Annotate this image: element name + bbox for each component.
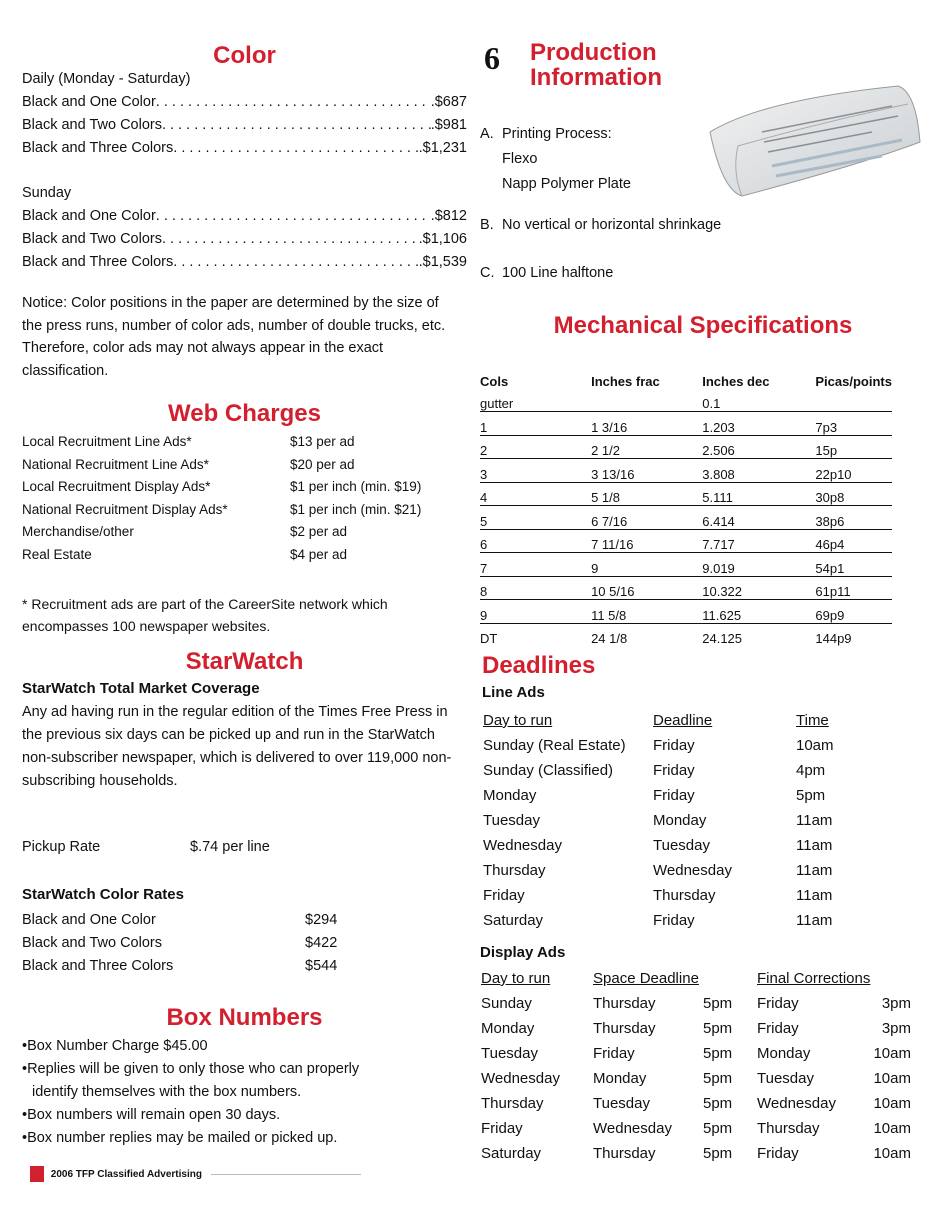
table-row [480,623,892,646]
table-header [482,708,885,733]
table-header [480,366,892,389]
table-cell: 0.1 [702,389,815,412]
table-cell: 5pm [703,1045,733,1062]
table-cell: 10am [873,1045,911,1062]
price-row: Black and Two Colors . . . .$981 [22,114,467,137]
table-cell: Thursday [483,862,546,879]
list-item: •Box Number Charge $45.00 [22,1038,208,1054]
table-cell: 2 1/2 [591,435,702,459]
table-cell: 10am [873,1070,911,1087]
table-cell: 3pm [881,995,911,1012]
table-row [482,733,885,758]
rate-row: Black and Three Colors $544 [22,958,338,974]
table-cell [815,389,892,412]
table-cell: 69p9 [815,600,892,624]
color-notice: Notice: Color positions in the paper are determined by the size of the press runs, number of color ads, number of double trucks, etc. Therefore, color ads may not always appear in the exact classification. [22,295,446,379]
sunday-label: Sunday [22,185,72,201]
table-row [480,1141,912,1166]
footer-rule [211,1174,361,1175]
rate-row: Black and One Color $294 [22,912,338,928]
table-cell: 11am [796,837,833,854]
table-cell: Thursday [593,1020,656,1037]
table-cell: 5pm [703,995,733,1012]
table-row [480,991,912,1016]
table-cell: 3.808 [702,459,815,483]
production-item-b: B. No vertical or horizontal shrinkage [480,217,722,233]
table-row [480,1066,912,1091]
table-cell: 5 1/8 [591,482,702,506]
table-cell: Tuesday [653,837,710,854]
deadlines-heading: Deadlines [482,652,596,679]
table-cell: Tuesday [593,1095,650,1112]
table-cell: 5pm [703,1145,733,1162]
color-heading: Color [213,42,276,69]
table-row [480,1041,912,1066]
table-row [480,1116,912,1141]
table-cell: Inches dec [702,373,770,389]
footer-text: 2006 TFP Classified Advertising [50,1168,202,1180]
price-row: Black and Three Colors . . . .$1,539 [22,251,467,274]
table-cell: Thursday [593,1145,656,1162]
table-cell: Wednesday [481,1070,560,1087]
table-cell: 3 [480,459,591,483]
table-cell: 7 [480,553,591,577]
table-cell: 6 7/16 [591,506,702,530]
table-cell: 5pm [703,1095,733,1112]
table-cell: Friday [483,887,525,904]
table-cell: 10 5/16 [591,576,702,600]
table-cell: Thursday [653,887,716,904]
table-cell: 1.203 [702,412,815,436]
table-cell: 1 [480,412,591,436]
table-cell: 6.414 [702,506,815,530]
table-cell: Sunday (Classified) [483,762,614,779]
table-cell: Cols [480,373,509,389]
rate-row: Black and Two Colors $422 [22,935,338,951]
table-row [480,1091,912,1116]
table-row [480,576,892,600]
price-row: Black and One Color . . . .$687 [22,91,467,114]
table-cell: Thursday [593,995,656,1012]
starwatch-body: Any ad having run in the regular edition of the Times Free Press in the previous six days can be picked up and run in the StarWatch non-subscriber newspaper, which is delivered to over 119,000 non-subscribing households. [22,704,452,789]
web-row: Real Estate $4 per ad [22,546,348,562]
table-row [482,783,885,808]
table-cell: 5 [480,506,591,530]
table-row [480,459,892,483]
table-cell: Saturday [483,912,544,929]
table-cell: Thursday [481,1095,544,1112]
line-ads-table [482,708,885,933]
table-cell: DT [480,631,498,646]
starwatch-subheading: StarWatch Total Market Coverage [22,680,260,697]
table-row [480,482,892,506]
table-cell: gutter [480,389,591,412]
table-cell: 10am [796,737,834,754]
table-cell: 4 [480,482,591,506]
table-row [482,833,885,858]
table-cell: Monday [757,1045,811,1062]
table-cell: 46p4 [815,529,892,553]
table-cell: 7.717 [702,529,815,553]
web-row: Merchandise/other $2 per ad [22,524,348,539]
table-cell: Picas/points [815,373,892,389]
table-row [480,506,892,530]
table-cell: Saturday [481,1145,542,1162]
web-row: National Recruitment Line Ads* $20 per ad [22,456,355,472]
table-cell: Tuesday [483,812,540,829]
list-item: •Box number replies may be mailed or picked up. [22,1130,338,1146]
table-cell: Friday [757,1020,799,1037]
table-cell: 10am [873,1120,911,1137]
table-cell: 10am [873,1095,911,1112]
table-cell: Friday [757,995,799,1012]
web-row: Local Recruitment Display Ads* $1 per inch (min. $19) [22,479,422,494]
table-cell: 61p11 [815,576,892,600]
list-item: •Replies will be given to only those who can properly [22,1061,360,1077]
table-cell: Tuesday [481,1045,538,1062]
table-cell: Inches frac [591,373,660,389]
table-row [482,808,885,833]
web-row: Local Recruitment Line Ads* $13 per ad [22,434,355,449]
table-row [480,412,892,436]
table-header [480,966,912,991]
newspaper-image [702,82,924,200]
price-row: Black and One Color . . . .$812 [22,205,467,228]
table-cell: 3 13/16 [591,459,702,483]
table-cell: 1 3/16 [591,412,702,436]
table-cell: Monday [481,1020,535,1037]
table-cell: 9 [591,553,702,577]
table-cell: 5pm [703,1020,733,1037]
table-cell: 38p6 [815,506,892,530]
price-row: Black and Two Colors . . . .$1,106 [22,228,467,251]
table-cell: 9 [480,600,591,624]
table-cell: Friday [593,1045,635,1062]
production-heading: Production Information [530,39,662,91]
table-cell: Sunday [481,995,532,1012]
table-cell: Tuesday [757,1070,814,1087]
table-cell: 2.506 [702,435,815,459]
footer [30,1166,361,1182]
table-row [480,600,892,624]
table-row [482,908,885,933]
table-cell: Final Corrections [757,970,871,987]
table-cell: Monday [593,1070,647,1087]
table-cell: Time [796,712,829,729]
table-row [480,435,892,459]
table-cell: Friday [653,762,695,779]
table-cell: Friday [653,737,695,754]
table-row [480,1016,912,1041]
table-cell: 7p3 [815,412,892,436]
table-cell: 10.322 [702,576,815,600]
web-charges-heading: Web Charges [168,400,321,427]
production-item-c: C. 100 Line halftone [480,265,614,281]
table-row [482,883,885,908]
table-cell: Friday [653,912,695,929]
pickup-rate-value: $.74 per line [190,839,270,855]
box-numbers-heading: Box Numbers [166,1004,323,1031]
production-item-a: A. Printing Process: Flexo Napp Polymer Plate [480,126,631,192]
table-cell: 3pm [881,1020,911,1037]
table-cell: Thursday [757,1120,820,1137]
table-cell: Space Deadline [593,970,699,987]
table-row [480,553,892,577]
table-cell: Wednesday [653,862,732,879]
table-cell: Monday [483,787,537,804]
table-cell: 11.625 [702,600,815,624]
table-cell: Deadline [653,712,713,729]
table-cell: Friday [757,1145,799,1162]
pickup-rate-row [22,836,467,859]
table-cell: Sunday (Real Estate) [483,737,626,754]
table-cell: Monday [653,812,707,829]
table-cell: 24.125 [702,631,743,646]
web-row: National Recruitment Display Ads* $1 per inch (min. $21) [22,501,422,517]
table-cell: 11 5/8 [591,600,702,624]
table-cell: 5pm [703,1120,733,1137]
table-cell: Wednesday [757,1095,836,1112]
table-cell: Wednesday [483,837,562,854]
list-item: •Box numbers will remain open 30 days. [22,1107,281,1123]
display-ads-heading: Display Ads [480,944,566,961]
price-row: Black and Three Colors . . . .$1,231 [22,137,467,160]
table-cell: 8 [480,576,591,600]
table-cell: 11am [796,862,833,879]
table-row [480,529,892,553]
table-cell: 4pm [796,762,826,779]
starwatch-color-rates [22,909,467,978]
daily-label: Daily (Monday - Saturday) [22,71,191,87]
table-cell: Day to run [481,970,551,987]
table-cell: Wednesday [593,1120,672,1137]
table-cell: 2 [480,435,591,459]
table-cell: 22p10 [815,459,892,483]
page-marker-icon [30,1166,44,1182]
table-cell: 11am [796,912,833,929]
table-cell: Day to run [483,712,553,729]
table-cell: 54p1 [815,553,892,577]
table-cell: 11am [796,887,833,904]
table-cell: Friday [653,787,695,804]
table-cell [591,389,702,412]
box-numbers-list [22,1035,472,1150]
mechanical-specs-table [480,366,892,646]
table-cell: 6 [480,529,591,553]
table-cell: 5pm [703,1070,733,1087]
starwatch-color-rates-heading: StarWatch Color Rates [22,886,184,903]
table-cell: 15p [815,435,892,459]
table-cell: 7 11/16 [591,529,702,553]
web-footnote: * Recruitment ads are part of the CareerSite network which encompasses 100 newspaper websites. [22,596,388,634]
table-cell: 9.019 [702,553,815,577]
mechanical-specs-heading: Mechanical Specifications [553,312,853,339]
section-number: 6 [484,40,500,76]
line-ads-heading: Line Ads [482,684,545,701]
list-item: identify themselves with the box numbers. [32,1084,302,1100]
table-cell: 144p9 [815,631,852,646]
table-row [482,858,885,883]
display-ads-table [480,966,912,1166]
table-cell: 5.111 [702,482,815,506]
table-cell: 24 1/8 [591,631,628,646]
table-cell: Friday [481,1120,523,1137]
table-cell: 11am [796,812,833,829]
starwatch-heading: StarWatch [185,648,304,675]
pickup-rate-label: Pickup Rate [22,839,101,855]
color-section [22,68,467,274]
table-row [482,758,885,783]
table-cell: 30p8 [815,482,892,506]
table-cell: 5pm [796,787,826,804]
table-row [480,389,892,412]
table-cell: 10am [873,1145,911,1162]
web-charges-table [22,431,467,566]
